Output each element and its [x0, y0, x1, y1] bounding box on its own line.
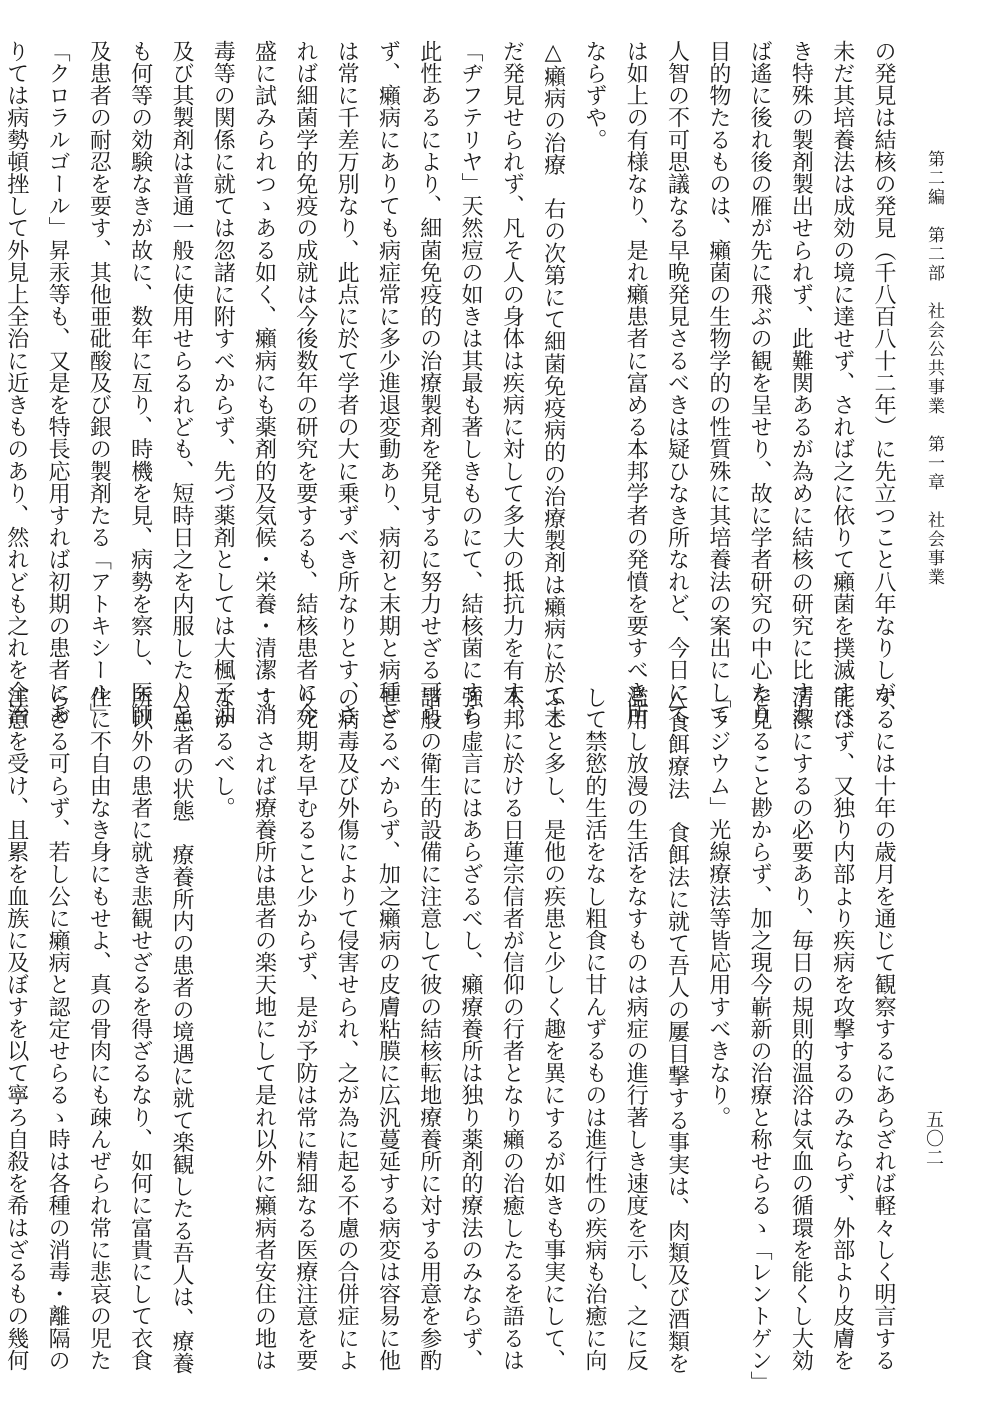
text-column: なかるべし。	[210, 686, 236, 819]
text-column: 住に不自由なき身にもせよ、真の骨肉にも疎んぜられ常に悲哀の児た	[86, 686, 112, 1372]
text-column: ず、癩病にありても病症常に多少進退変動あり、病初と末期と病種と	[375, 40, 401, 726]
text-column: り死期を早むること少からず、是が予防は常に精細なる医療注意を要	[292, 686, 318, 1372]
text-column: せざるべからず、加之癩病の皮膚粘膜に広汎蔓延する病変は容易に他	[375, 686, 401, 1372]
text-column: 濫用し放漫の生活をなすものは病症の進行著しき速度を示し、之に反	[623, 686, 649, 1372]
page-number: 五〇二	[923, 1110, 944, 1167]
text-column: するには十年の歳月を通じて観察するにあらざれば軽々しく明言する	[871, 686, 896, 1372]
text-column: 清潔にするの必要あり、毎日の規則的温浴は気血の循環を能くし大効	[788, 686, 814, 1372]
text-column: は常に千差万別なり、此点に於て学者の大に乗ずべき所なりとす、さ	[334, 40, 360, 726]
text-column: △食餌療法 食餌法に就て吾人の屢目撃する事実は、肉類及び酒類を	[664, 686, 690, 1375]
text-column: 「クロラルゴール」昇汞等も、又是を特長応用すれば初期の患者にあ	[45, 40, 71, 726]
text-column: 本邦に於ける日蓮宗信者が信仰の行者となり癩の治癒したるを語るは	[499, 686, 525, 1372]
text-column: 目的物たるものは、癩菌の生物学的の性質殊に其培養法の案出にして	[705, 40, 731, 726]
text-column: △患者の状態 療養所内の患者の境遇に就て楽観したる吾人は、療養	[168, 686, 194, 1375]
text-column: ならずや。	[581, 40, 607, 151]
text-column: す、されば療養所は患者の楽天地にして是れ以外に癩病者安住の地は	[251, 686, 277, 1372]
text-column: は如上の有様なり、是れ癩患者に富める本邦学者の発憤を要すべき所	[623, 40, 649, 726]
text-column: 此性あるにより、細菌免疫的の治療製剤を発見するに努力せざる可ら	[416, 40, 442, 726]
text-column: 諸般の衛生的設備に注意して彼の結核転地療養所に対する用意を参酌	[416, 686, 442, 1372]
text-column: ば遙に後れ後の雁が先に飛ぶの観を呈せり、故に学者研究の中心たり	[747, 40, 773, 726]
text-column: 未だ其培養法は成効の境に達せず、されば之に依りて癩菌を撲滅すべ	[829, 40, 855, 726]
text-column: を見ること尠からず、加之現今嶄新の治療と称せらるゝ「レントゲン」	[747, 686, 773, 1394]
text-column: 及び其製剤は普通一般に使用せらるれども、短時日之を内服したりと	[168, 40, 194, 726]
text-tier-lower	[3, 686, 904, 1394]
text-column: だ発見せられず、凡そ人の身体は疾病に対して多大の抵抗力を有す、	[499, 40, 525, 726]
text-column: の病毒及び外傷によりて侵害せられ、之が為に起る不慮の合併症によ	[334, 686, 360, 1372]
text-column: れば細菌学的免疫の成就は今後数年の研究を要するも、結核患者に今	[292, 40, 318, 726]
text-column: ふこと多し、是他の疾患と少しく趣を異にするが如きも事実にして、	[540, 686, 566, 1372]
text-column: 所以外の患者に就き悲観せざるを得ざるなり、如何に富貴にして衣食	[127, 686, 153, 1372]
text-column: 人智の不可思議なる早晩発見さるべきは疑ひなき所なれど、今日にて	[664, 40, 690, 726]
text-column: 及患者の耐忍を要す、其他亜砒酸及び銀の製剤たる「アトキシール」	[86, 40, 112, 726]
text-column: △癩病の治療 右の次第にて細菌免疫病的の治療製剤は癩病に於て未	[540, 40, 566, 729]
text-column: 毒等の関係に就ては忽諸に附すべからず、先づ薬剤としては大楓子油	[210, 40, 236, 726]
text-column: 「ヂフテリヤ」天然痘の如きは其最も著しきものにて、結核菌にすら	[458, 40, 484, 726]
text-column: き特殊の製剤製出せられず、此難関あるが為めに結核の研究に比すれ	[788, 40, 814, 726]
text-column: も何等の効験なきが故に、数年に亙り、時機を見、病勢を察し、医師	[127, 40, 153, 726]
text-column: の発見は結核の発見（千八百八十二年）に先立つこと八年なりしが、	[871, 40, 896, 726]
text-column: 強ち虚言にはあらざるべし、癩療養所は独り薬剤的療法のみならず、	[458, 686, 484, 1372]
text-column: らざる可らず、若し公に癩病と認定せらるゝ時は各種の消毒・離隔の	[45, 686, 71, 1372]
text-column: りては病勢頓挫して外見上全治に近きものあり、然れども之れを全治	[3, 40, 29, 726]
text-column: 注意を受け、且累を血族に及ぼすを以て寧ろ自殺を希はざるもの幾何	[3, 686, 29, 1372]
text-column: 「ラジウム」光線療法等皆応用すべきなり。	[705, 686, 731, 1128]
text-column: 盛に試みられつゝある如く、癩病にも薬剤的及気候・栄養・清潔・消	[251, 40, 277, 726]
text-tier-upper	[3, 40, 904, 729]
text-column: 能はず、又独り内部より疾病を攻撃するのみならず、外部より皮膚を	[829, 686, 855, 1372]
running-header: 第二編 第二部 社会公共事業 第一章 社会事業	[924, 150, 944, 587]
text-column: して禁慾的生活をなし粗食に甘んずるものは進行性の疾病も治癒に向	[581, 686, 607, 1372]
